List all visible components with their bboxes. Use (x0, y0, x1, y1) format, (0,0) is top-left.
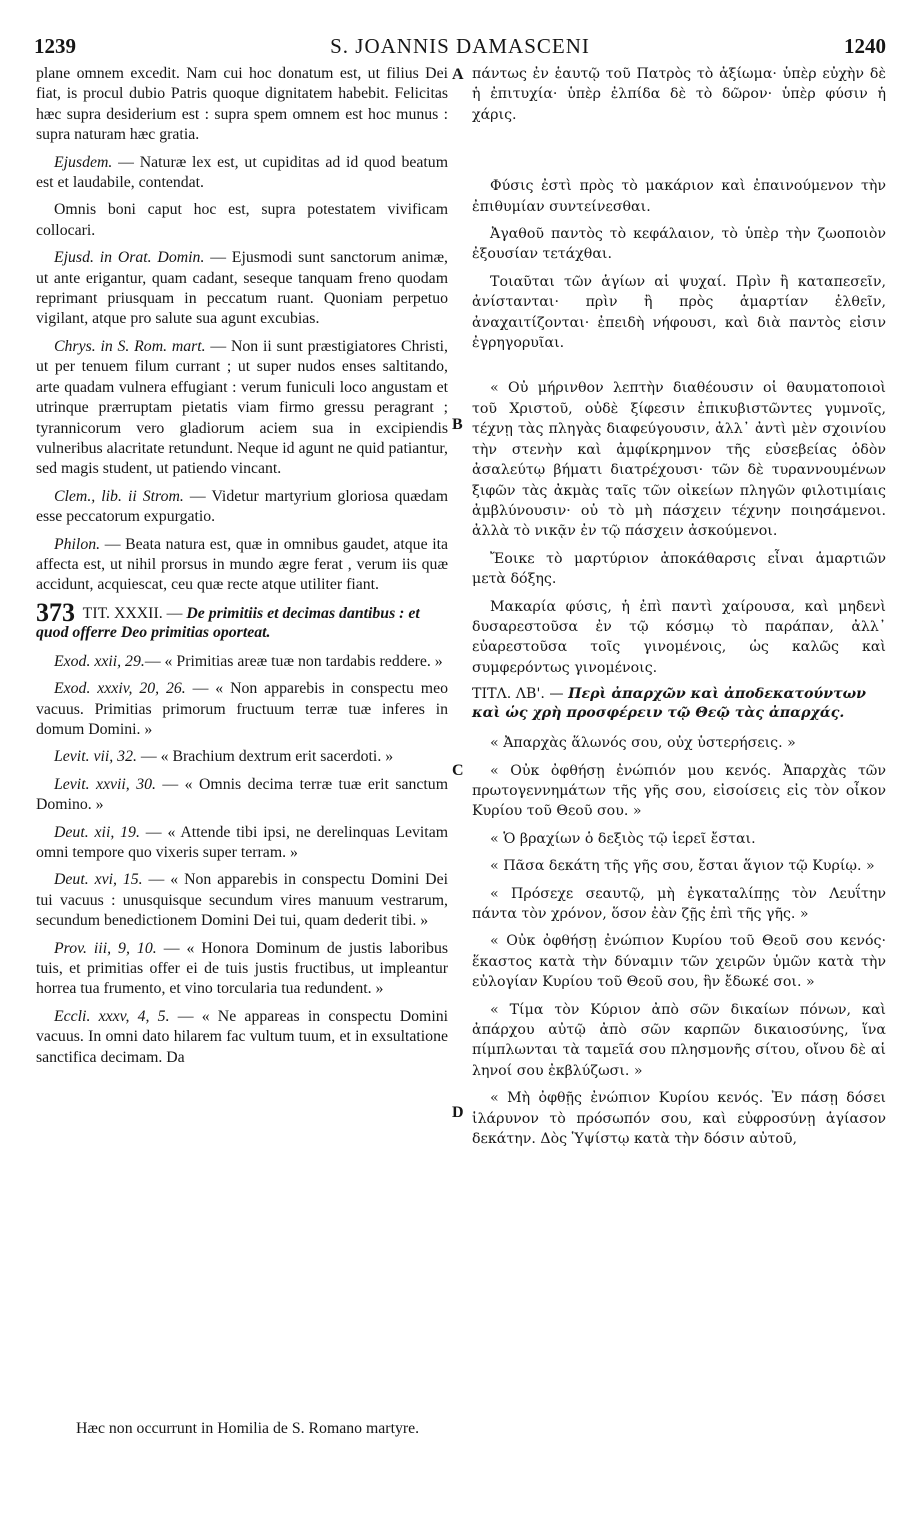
latin-paragraph (36, 487, 448, 528)
greek-verse: « Τίμα τὸν Κύριον ἀπὸ σῶν δικαίων πόνων, καὶ ἀπάρχου αὐτῷ ἀπὸ σῶν καρπῶν δικαιοσύνης, ἵνα πίμπλωνται τὰ ταμεῖά σου πλησμονῆς σίτου, οἴνου δὲ αἱ ληνοί σου ἐκβλύζωσι. » (472, 1001, 886, 1079)
greek-paragraph: πάντως ἐν ἑαυτῷ τοῦ Πατρὸς τὸ ἀξίωμα· ὑπὲρ εὐχὴν δὲ ἡ ἐπιτυχία· ὑπὲρ ἐλπίδα δὲ τὸ δῶρον· ὑπὲρ φύσιν ἡ χάρις. (472, 66, 886, 123)
source-reference: Ejusdem. (54, 153, 113, 171)
greek-paragraph: Τοιαῦται τῶν ἁγίων αἱ ψυχαί. Πρὶν ἢ καταπεσεῖν, ἀνίστανται· πρὶν ἢ πρὸς ἁμαρτίαν ἐλθεῖν, ἀναχαιτίζονται· ἐπειδὴ νήφουσι, καὶ διὰ παντὸς εἰσιν ἐγρηγορυῖαι. (472, 273, 886, 352)
paragraph-text: — Non ii sunt præstigiatores Christi, ut per tenuem filum currant ; ut super nudos enses saltitando, arte quadam vulnera effugiant : verum funiculi loco angustam et utrinque prærruptam pietatis viam firmo gressu peragrant ; tyrannicorum vero gladiorum aciem sua in excipiendis vulneribus alacritate retundunt. Neque id agunt ne quid patiantur, sed magis student, ut patiendo vincant. (36, 337, 448, 478)
margin-letter-b: B (452, 416, 463, 433)
verse-text: — « Brachium dextrum erit sacerdoti. » (136, 748, 394, 766)
verse-reference: Exod. xxxiv, 20, 26. (54, 680, 186, 698)
latin-verse (36, 870, 448, 931)
verse-reference: Exod. xxii, 29. (54, 652, 145, 670)
verse-reference: Deut. xvi, 15. (54, 871, 143, 889)
latin-verse (36, 939, 448, 1000)
verse-text: — « Non apparebis in conspectu Domini Dei tui vacuus : unusquisque secundum vires manuum vestrarum, secundum benedictionem Domini Dei tui, quam dederit tibi. » (36, 871, 448, 930)
spacer (472, 360, 886, 378)
latin-paragraph (36, 535, 448, 596)
latin-verse (36, 1007, 448, 1068)
paragraph-text: — Beata natura est, quæ in omnibus gaudet, atque ita affecta est, ut nihil prorsus in mundo ægre ferat , verum iis quæ accidunt, acquiescat, ceu quæ recte atque utiliter fiant. (36, 535, 448, 594)
verse-text: — « Non apparebis in conspectu meo vacuus. Primitias primorum fructuum terræ tuæ inferes in domum Domini. » (36, 680, 448, 738)
source-reference: Philon. (54, 535, 101, 553)
verse-text: — « Omnis decima terræ tuæ erit sanctum Domino. » (36, 775, 448, 814)
latin-paragraph (36, 153, 448, 194)
verse-text: — « Primitias areæ tuæ non tardabis reddere. » (144, 652, 443, 670)
paragraph-text: — Ejusmodi sunt sanctorum animæ, ut ante erigantur, quam cadant, seseque tanquam freno quodam reprimant priusquam in peccatum ruant. Quoniam perpetuo vigilant, atque pro salute sua agunt excubias. (36, 249, 448, 328)
greek-paragraph: Ἔοικε τὸ μαρτύριον ἀποκάθαρσις εἶναι ἁμαρτιῶν μετὰ δόξης. (472, 550, 886, 588)
paragraph-text: — Videtur martyrium gloriosa quædam esse peccatorum expurgatio. (36, 487, 448, 526)
latin-verse (36, 652, 448, 672)
verse-text: — « Attende tibi ipsi, ne derelinquas Levitam omni tempore quo vixeris super terram. » (36, 823, 448, 861)
source-reference: Clem., lib. ii Strom. (54, 487, 184, 505)
spacer (472, 132, 886, 176)
title-label: TIT. XXXII. — (82, 604, 187, 622)
section-number: 373 (36, 597, 75, 627)
page-number-right: 1240 (844, 34, 886, 58)
latin-verse (36, 775, 448, 816)
source-reference: Ejusd. in Orat. Domin. (54, 249, 205, 267)
greek-verse: « Οὐκ ὀφθήσῃ ἐνώπιόν μου κενός. Ἀπαρχὰς τῶν πρωτογεννημάτων τῆς γῆς σου, εἰσοίσεις εἰς τὸν οἶκον Κυρίου τοῦ Θεοῦ σου. » (472, 762, 886, 820)
page-header (34, 30, 886, 64)
paragraph-text: — Naturæ lex est, ut cupiditas ad id quod beatum est et laudabile, contendat. (36, 153, 448, 192)
greek-verse: « Πᾶσα δεκάτη τῆς γῆς σου, ἔσται ἅγιον τῷ Κυρίῳ. » (490, 858, 875, 875)
verse-reference: Deut. xii, 19. (54, 823, 140, 841)
latin-paragraph: plane omnem excedit. Nam cui hoc donatum est, ut filius Dei fiat, is procul dubio Patris quoque dignitatem habebit. Felicitas hæc supra desiderium est : supra spem omnem est hoc munus : supra naturam hæc gratia. (36, 65, 448, 144)
greek-verse: « Ἀπαρχὰς ἅλωνός σου, οὐχ ὑστερήσεις. » (490, 735, 796, 752)
section-title-greek (472, 685, 886, 723)
page-number-left: 1239 (34, 34, 76, 58)
greek-column (472, 64, 886, 1156)
verse-reference: Levit. xxvii, 30. (54, 775, 156, 793)
verse-reference: Prov. iii, 9, 10. (54, 939, 157, 957)
source-reference: Chrys. in S. Rom. mart. (54, 337, 206, 355)
latin-paragraph (36, 337, 448, 480)
greek-paragraph: Φύσις ἐστὶ πρὸς τὸ μακάριον καὶ ἐπαινούμενον τὴν ἐπιθυμίαν συντείνεσθαι. (472, 178, 886, 215)
latin-verse (36, 747, 448, 767)
greek-verse: « Οὐκ ὀφθήσῃ ἐνώπιον Κυρίου τοῦ Θεοῦ σου κενός· ἕκαστος κατὰ τὴν δύναμιν τῶν χειρῶν ὑμῶν κατὰ τὴν εὐλογίαν Κυρίου τοῦ Θεοῦ σου, ἣν ἔδωκέ σοι. » (472, 933, 886, 991)
latin-verse (36, 679, 448, 740)
title-text: De primitiis et decimas dantibus : et quod offerre Deo primitias oporteat. (36, 604, 420, 641)
greek-paragraph: « Οὐ μήρινθον λεπτὴν διαθέουσιν οἱ θαυματοποιοὶ τοῦ Χριστοῦ, οὐδὲ ξίφεσιν ἐπικυβιστῶντες γυμνοῖς, τέχνῃ τὰς πληγὰς διαφεύγουσιν, ἀλλ᾽ ἀντὶ μὲν σχοινίου τὴν στενὴν καὶ ἀμφίκρημνον τῆς εὐσεβείας ὁδὸν ἀσαλεύτῳ βήματι διατρέχουσι· τῶν δὲ τυραννουμένων ξιφῶν τὰς ἀκμὰς ταῖς τῶν οἰκείων πληγῶν φιλοτιμίαις ἀμβλύνουσιν· οὐ τὸ μὴ πάσχειν τέχνην ποιησάμενοι. ἀλλὰ τὸ νικᾷν ἐν τῷ πάσχειν ἀσκούμενοι. (472, 380, 886, 540)
margin-letter-a: A (452, 66, 464, 83)
greek-paragraph: Μακαρία φύσις, ἡ ἐπὶ παντὶ χαίρουσα, καὶ μηδενὶ δυσαρεστοῦσα ἐν τῷ κόσμῳ τὸ παράπαν, ἀλλ᾽ εὐαρεστοῦσα τοῖς γινομένοις, ὡς καλῶς καὶ συμφερόντως γινομένοις. (472, 598, 886, 676)
greek-verse: « Πρόσεχε σεαυτῷ, μὴ ἐγκαταλίπῃς τὸν Λευΐτην πάντα τὸν χρόνον, ὅσον ἐὰν ζῇς ἐπὶ τῆς γῆς. » (472, 885, 886, 922)
latin-column (36, 64, 448, 1075)
margin-letter-c: C (452, 762, 464, 779)
margin-letter-d: D (452, 1104, 464, 1121)
running-head: S. JOANNIS DAMASCENI (330, 34, 590, 58)
latin-verse (36, 823, 448, 864)
verse-reference: Levit. vii, 32. (54, 748, 137, 766)
greek-paragraph: Ἀγαθοῦ παντὸς τὸ κεφάλαιον, τὸ ὑπὲρ τὴν ζωοποιὸν ἐξουσίαν τετάχθαι. (472, 226, 886, 263)
greek-verse: « Μὴ ὀφθῇς ἐνώπιον Κυρίου κενός. Ἐν πάσῃ δόσει ἱλάρυνον τὸ πρόσωπόν σου, καὶ εὐφροσύνῃ ἁγίασον δεκάτην. Δὸς Ὑψίστῳ κατὰ τὴν δόσιν αὐτοῦ, (472, 1090, 886, 1148)
section-title-latin (36, 597, 448, 642)
latin-paragraph (36, 248, 448, 330)
verse-text: — « Ne appareas in conspectu Domini vacuus. In omni dato hilarem fac vultum tuum, et in exsultatione sanctifica decimam. Da (36, 1007, 448, 1066)
title-text: Περὶ ἀπαρχῶν καὶ ἀποδεκατούντων καὶ ὡς χρὴ προσφέρειν τῷ Θεῷ τὰς ἀπαρχάς. (472, 686, 866, 722)
footnote: Hæc non occurrunt in Homilia de S. Romano martyre. (76, 1420, 420, 1437)
verse-reference: Eccli. xxxv, 4, 5. (54, 1007, 170, 1025)
verse-text: — « Honora Dominum de justis laboribus tuis, et primitias offer ei de tuis justis fructibus, ut impleantur horrea tua frumento, et vino torcularia tua redundent. » (36, 939, 448, 998)
title-label: ΤΙΤΛ. ΛΒ'. — (472, 686, 569, 703)
greek-verse: « Ὁ βραχίων ὁ δεξιὸς τῷ ἱερεῖ ἔσται. (490, 830, 756, 847)
latin-paragraph: Omnis boni caput hoc est, supra potestatem vivificam collocari. (36, 201, 448, 239)
